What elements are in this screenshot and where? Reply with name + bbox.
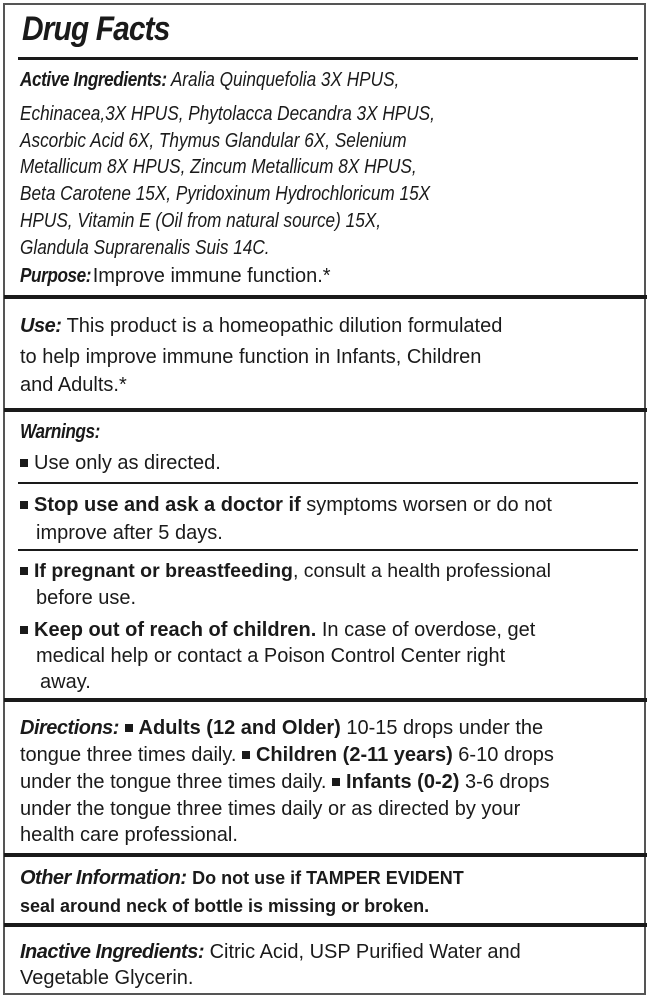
section-divider — [4, 295, 647, 299]
warning-divider — [18, 549, 638, 551]
directions-text: under the tongue three times daily or as directed by your — [20, 798, 521, 820]
section-divider — [4, 923, 647, 927]
purpose-line — [20, 263, 331, 289]
directions-text: 10-15 drops under the — [346, 717, 544, 739]
use-line — [20, 313, 502, 339]
ingredient-text: Ascorbic Acid 6X, Thymus Glandular 6X, Selenium — [20, 130, 407, 152]
section-divider — [4, 853, 647, 857]
warning-item — [20, 450, 221, 476]
inactive-text: Vegetable Glycerin. — [20, 967, 194, 989]
use-text: This product is a homeopathic dilution formulated — [66, 315, 503, 337]
directions-text: health care professional. — [20, 824, 238, 846]
purpose-heading: Purpose: — [20, 265, 92, 287]
directions-text: tongue three times daily. — [20, 744, 237, 766]
warning-text: symptoms worsen or do not — [306, 494, 552, 516]
other-info-heading: Other Information: — [20, 867, 187, 889]
bullet-icon — [20, 626, 28, 634]
use-heading: Use: — [20, 315, 62, 337]
warning-text: , consult a health professional — [292, 560, 551, 582]
active-ingredients-heading: Active Ingredients: — [20, 69, 167, 91]
ingredient-text: Beta Carotene 15X, Pyridoxinum Hydrochloricum 15X — [20, 183, 431, 205]
bullet-icon — [20, 501, 28, 509]
use-text: to help improve immune function in Infants, Children — [20, 346, 482, 368]
warning-item — [20, 558, 551, 584]
warning-text: In case of overdose, get — [321, 619, 536, 641]
ingredient-text: Echinacea,3X HPUS, Phytolacca Decandra 3X HPUS, — [20, 103, 435, 125]
warning-divider — [18, 482, 638, 484]
other-info-text: seal around neck of bottle is missing or broken. — [20, 896, 430, 916]
bullet-icon — [242, 751, 250, 759]
warning-item — [20, 492, 552, 518]
ingredient-text: Glandula Suprarenalis Suis 14C. — [20, 237, 270, 259]
directions-bold: Adults (12 and Older) — [138, 717, 341, 739]
warning-bold: Keep out of reach of children. — [34, 619, 317, 641]
inactive-line — [20, 939, 521, 965]
warning-text: Use only as directed. — [34, 452, 221, 474]
warning-bold: Stop use and ask a doctor if — [34, 494, 301, 516]
warning-item — [20, 617, 535, 643]
directions-line — [20, 769, 549, 795]
active-ingredients-line — [20, 67, 399, 93]
ingredient-text: Metallicum 8X HPUS, Zincum Metallicum 8X HPUS, — [20, 156, 417, 178]
directions-heading: Directions: — [20, 717, 119, 739]
directions-line — [20, 742, 554, 768]
directions-bold: Children (2-11 years) — [255, 744, 453, 766]
ingredient-text: Aralia Quinquefolia 3X HPUS, — [170, 69, 400, 91]
bullet-icon — [332, 778, 340, 786]
inactive-heading: Inactive Ingredients: — [20, 941, 204, 963]
other-info-line — [20, 865, 464, 891]
section-divider — [4, 408, 647, 412]
warning-text: medical help or contact a Poison Control Center right — [36, 645, 506, 667]
directions-line — [20, 715, 543, 741]
directions-bold: Infants (0-2) — [346, 771, 460, 793]
inactive-text: Citric Acid, USP Purified Water and — [209, 941, 521, 963]
ingredient-text: HPUS, Vitamin E (Oil from natural source) 15X, — [20, 210, 382, 232]
use-text: and Adults.* — [20, 374, 127, 396]
section-divider — [4, 698, 647, 702]
warning-text: before use. — [36, 587, 137, 609]
warning-bold: If pregnant or breastfeeding — [34, 560, 293, 582]
label-title: Drug Facts — [22, 10, 170, 48]
directions-text: under the tongue three times daily. — [20, 771, 327, 793]
directions-text: 6-10 drops — [458, 744, 554, 766]
warnings-heading: Warnings: — [20, 421, 100, 443]
warning-text: improve after 5 days. — [36, 522, 223, 544]
other-info-text: Do not use if TAMPER EVIDENT — [192, 868, 464, 888]
bullet-icon — [20, 459, 28, 467]
bullet-icon — [20, 567, 28, 575]
purpose-text: Improve immune function.* — [92, 265, 331, 287]
directions-text: 3-6 drops — [464, 771, 550, 793]
warning-text: away. — [40, 671, 91, 693]
title-rule — [18, 57, 638, 60]
bullet-icon — [125, 724, 133, 732]
